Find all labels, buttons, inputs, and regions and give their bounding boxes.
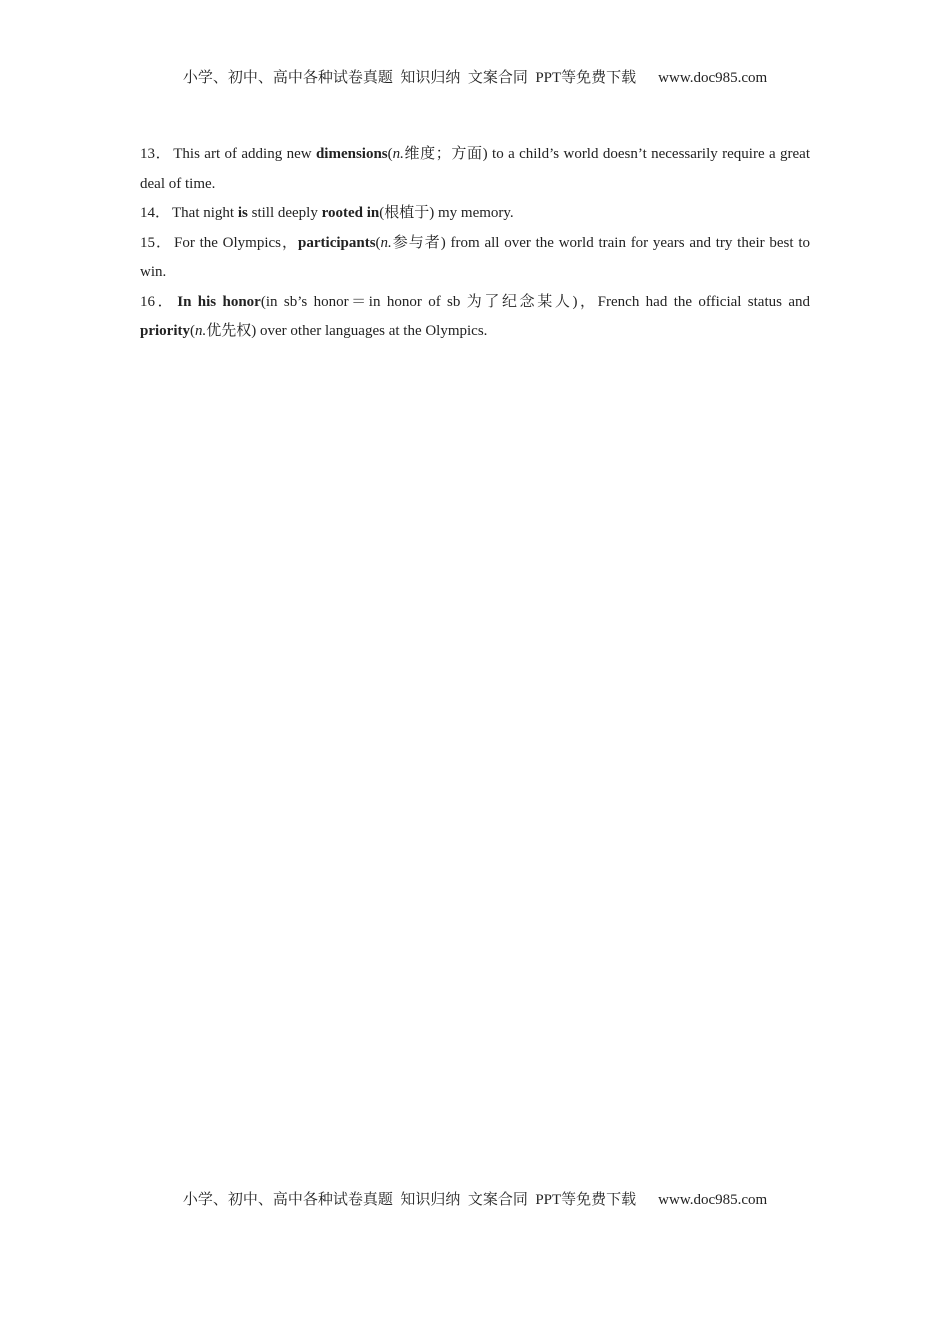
item-text: For the Olympics， — [174, 234, 299, 251]
item-text: That night — [172, 205, 238, 221]
vocab-term: is — [237, 205, 248, 221]
part-of-speech: n. — [380, 234, 392, 251]
item-text: ( — [190, 323, 195, 339]
item-number: 15． — [140, 234, 173, 251]
item-text: ( — [375, 234, 381, 251]
footer-tagline: 小学、初中、高中各种试卷真题 知识归纳 文案合同 PPT等免费下载 — [182, 1192, 637, 1208]
header-url[interactable]: www.doc985.com — [658, 70, 768, 86]
item-number: 14． — [140, 205, 171, 221]
item-15 — [140, 229, 810, 288]
item-16 — [140, 288, 810, 347]
document-body — [140, 140, 810, 347]
item-13 — [140, 140, 810, 199]
item-text: 维度；方面) to a child’s world doesn’t necessarily require a great deal of time. — [140, 146, 810, 192]
vocab-term: rooted in — [321, 205, 380, 221]
item-number: 13． — [140, 146, 172, 162]
page-header — [0, 68, 950, 88]
item-text: 参与者) from all over the world train for years and try their best to win. — [140, 234, 810, 280]
footer-url[interactable]: www.doc985.com — [658, 1192, 768, 1208]
item-text: (in sb’s honor＝in honor of sb 为了纪念某人)，French had the official status and — [260, 293, 810, 310]
part-of-speech: n. — [392, 146, 404, 162]
item-text: This art of adding new — [173, 146, 316, 162]
item-text: (根植于) my memory. — [379, 205, 514, 221]
item-text: still deeply — [247, 205, 322, 221]
item-text: 优先权) over other languages at the Olympics. — [206, 323, 488, 339]
header-tagline: 小学、初中、高中各种试卷真题 知识归纳 文案合同 PPT等免费下载 — [182, 70, 637, 86]
page-footer — [0, 1190, 950, 1210]
part-of-speech: n. — [195, 323, 207, 339]
item-text: ( — [387, 146, 393, 162]
vocab-term: dimensions — [315, 146, 388, 162]
item-number: 16． — [140, 293, 176, 310]
vocab-term: participants — [298, 234, 376, 251]
vocab-term: priority — [140, 323, 190, 339]
vocab-term: In his honor — [177, 293, 261, 310]
item-14 — [140, 199, 810, 229]
